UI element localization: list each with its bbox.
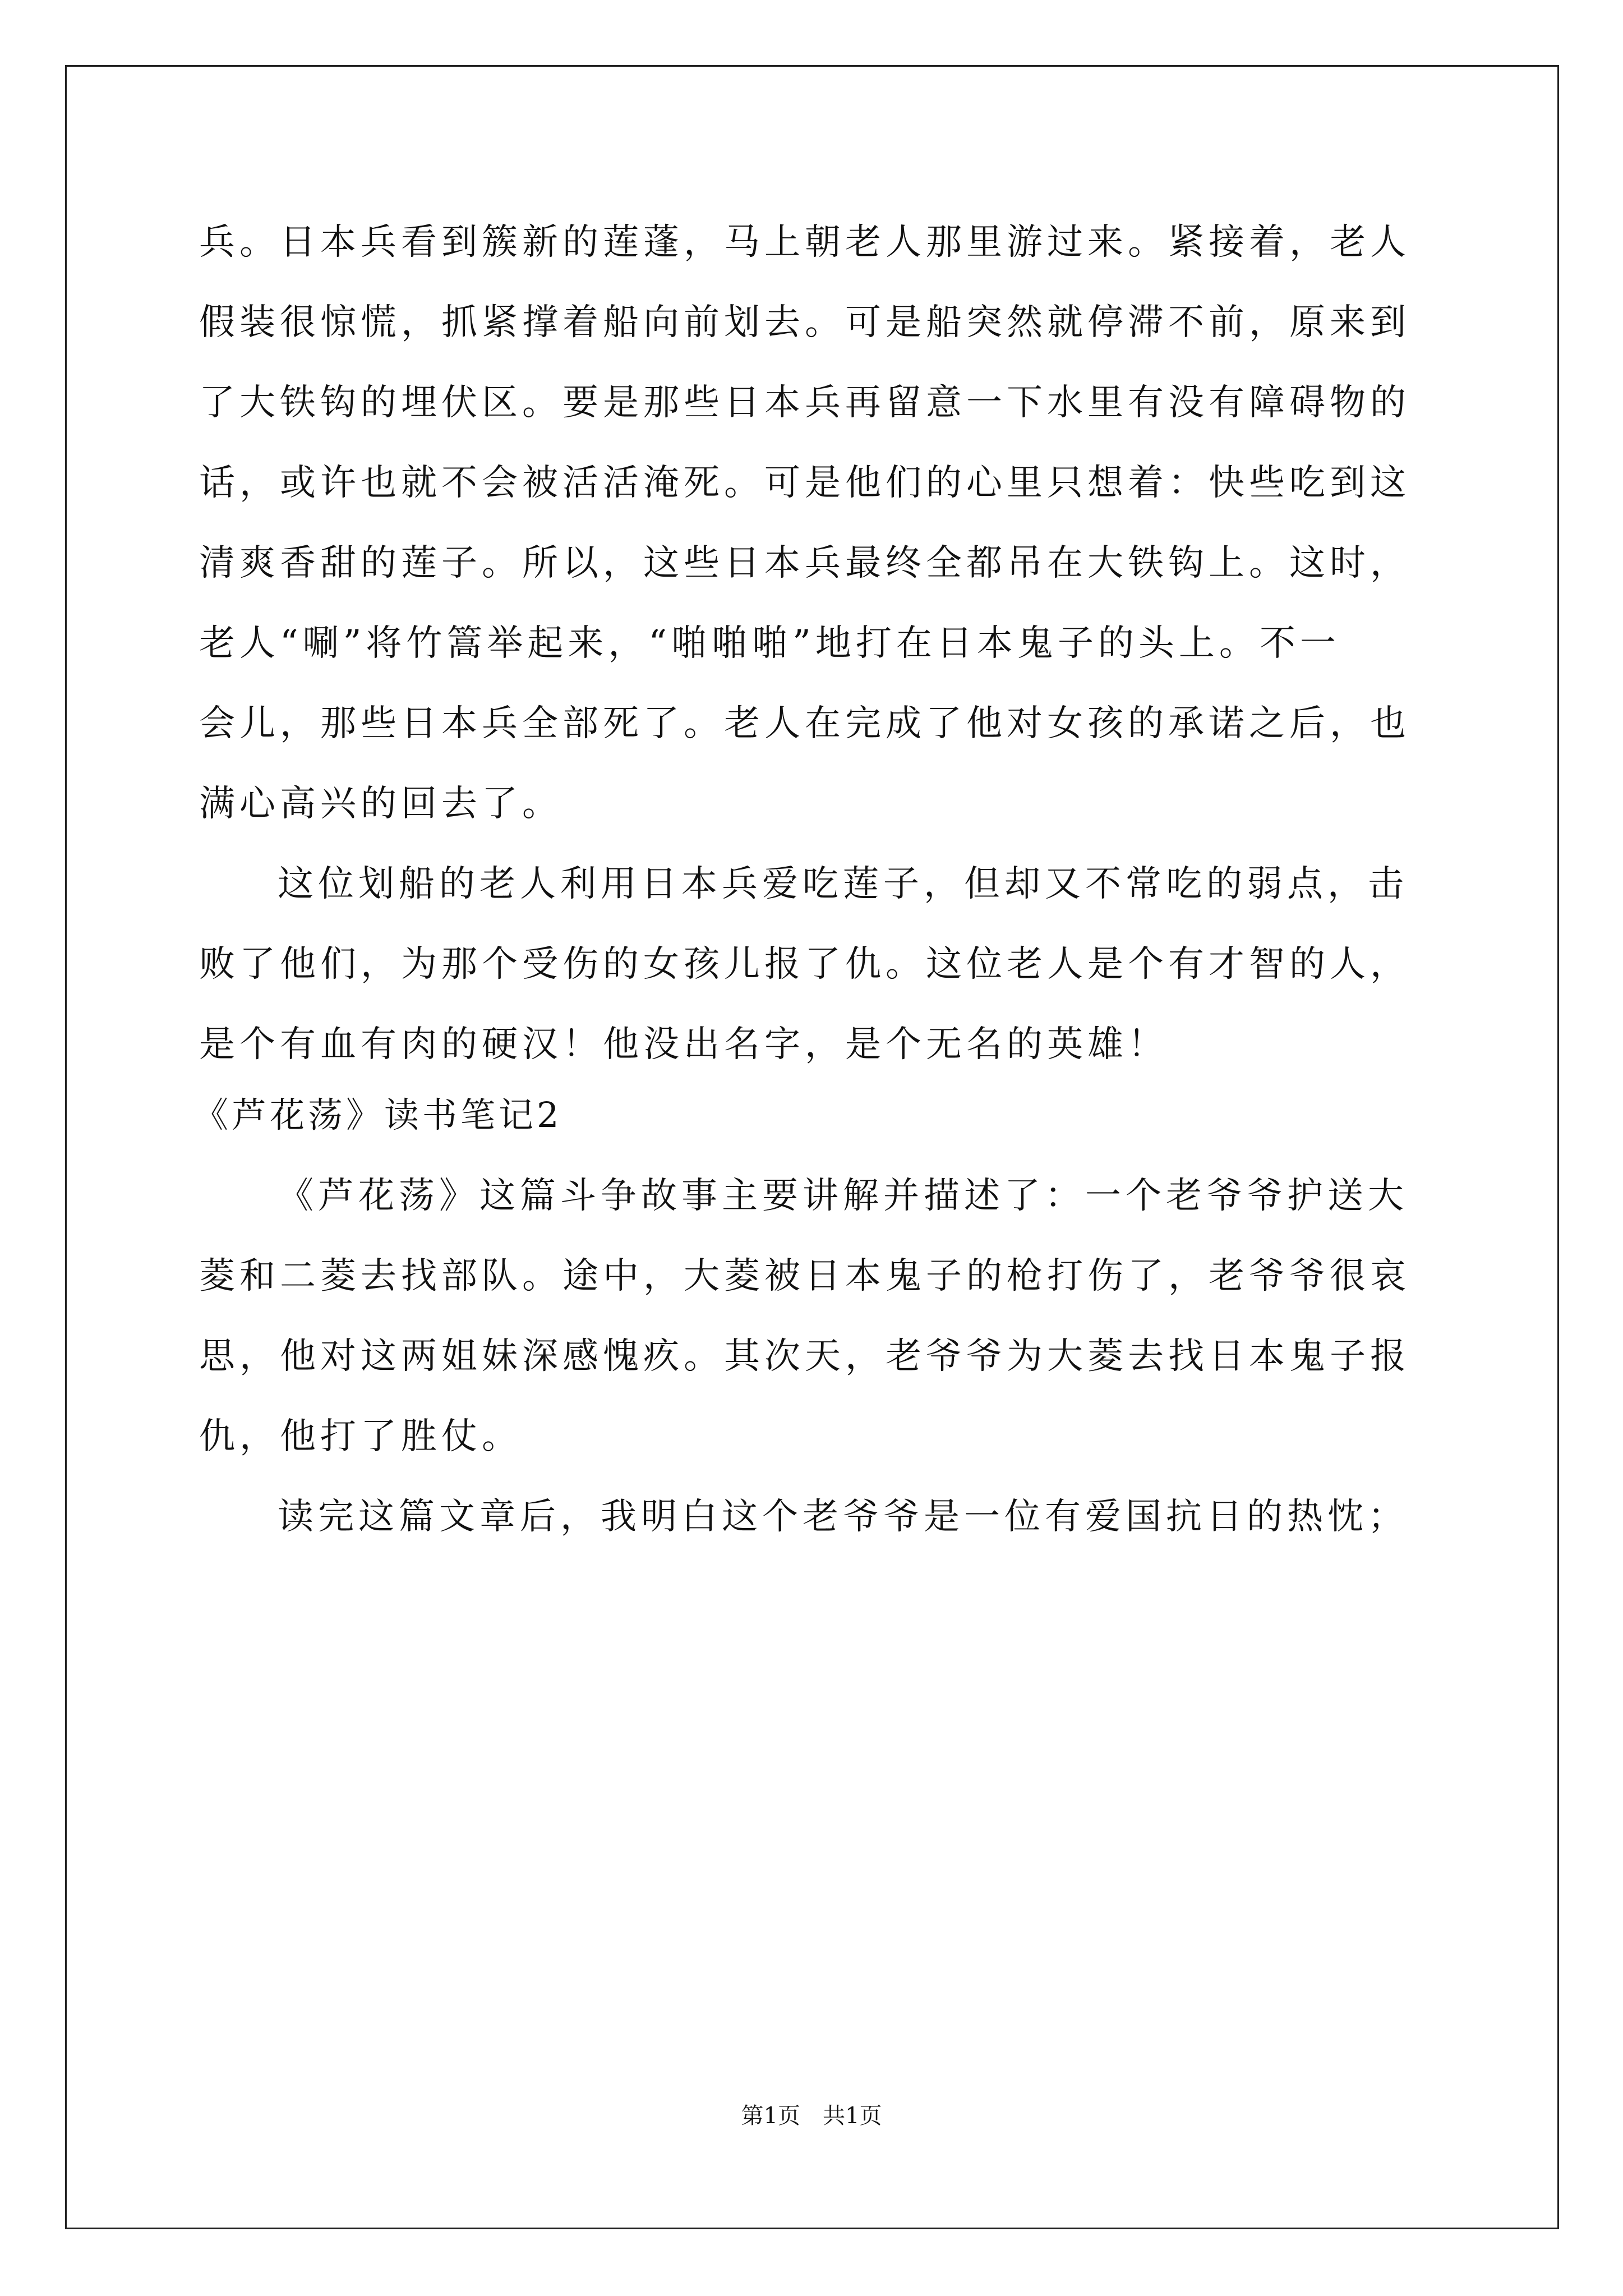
page-footer: 第1页 共1页 xyxy=(741,2103,882,2129)
paragraph-line: 假装很惊慌，抓紧撑着船向前划去。可是船突然就停滞不前，原来到 xyxy=(199,302,1410,343)
paragraph-line: 读完这篇文章后，我明白这个老爷爷是一位有爱国抗日的热忱； xyxy=(278,1496,1408,1538)
paragraph-line: 满心高兴的回去了。 xyxy=(199,783,562,825)
paragraph-line: 是个有血有肉的硬汉！他没出名字，是个无名的英雄！ xyxy=(199,1024,1168,1065)
paragraph-line: 清爽香甜的莲子。所以，这些日本兵最终全都吊在大铁钩上。这时， xyxy=(199,542,1410,584)
paragraph-line: 这位划船的老人利用日本兵爱吃莲子，但却又不常吃的弱点，击 xyxy=(278,863,1408,905)
paragraph-line: 老人“唰”将竹篙举起来，“啪啪啪”地打在日本鬼子的头上。不一 xyxy=(199,623,1340,664)
paragraph-line: 《芦花荡》这篇斗争故事主要讲解并描述了：一个老爷爷护送大 xyxy=(278,1175,1408,1217)
paragraph-line: 败了他们，为那个受伤的女孩儿报了仇。这位老人是个有才智的人， xyxy=(199,944,1410,985)
section-heading: 《芦花荡》读书笔记2 xyxy=(193,1094,562,1135)
paragraph-line: 话，或许也就不会被活活淹死。可是他们的心里只想着：快些吃到这 xyxy=(199,462,1410,504)
paragraph-line: 了大铁钩的埋伏区。要是那些日本兵再留意一下水里有没有障碍物的 xyxy=(199,382,1410,424)
paragraph-line: 思，他对这两姐妹深感愧疚。其次天，老爷爷为大菱去找日本鬼子报 xyxy=(199,1336,1410,1377)
paragraph-line: 菱和二菱去找部队。途中，大菱被日本鬼子的枪打伤了，老爷爷很哀 xyxy=(199,1255,1410,1297)
paragraph-line: 仇，他打了胜仗。 xyxy=(199,1416,522,1457)
paragraph-line: 兵。日本兵看到簇新的莲蓬，马上朝老人那里游过来。紧接着，老人 xyxy=(199,222,1410,263)
paragraph-line: 会儿，那些日本兵全部死了。老人在完成了他对女孩的承诺之后，也 xyxy=(199,703,1410,744)
